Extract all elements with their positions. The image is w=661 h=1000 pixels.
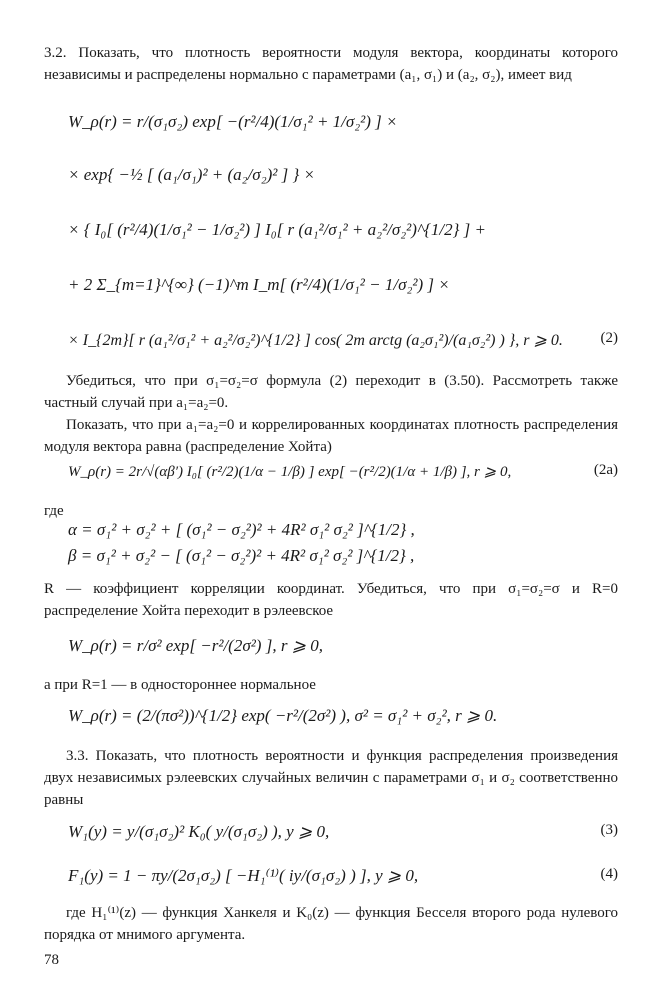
product-density-formula: W₁(y) = y/(σ₁σ₂)² K₀( y/(σ₁σ₂) ), y ⩾ 0, <box>68 822 330 841</box>
alpha-definition: α = σ₁² + σ₂² + [ (σ₁² − σ₂²)² + 4R² σ₁² σ₂² ]^{1/2} , <box>68 520 415 539</box>
where-label: где <box>44 503 64 519</box>
check-text: Убедиться, что при σ₁=σ₂=σ формула (2) переходит в (3.50). Рассмотреть также частный случай при a₁=a₂=0. <box>44 373 618 411</box>
formula-2-line-3: × { I₀[ (r²/4)(1/σ₁² − 1/σ₂²) ] I₀[ r (a₁²/σ₁² + a₂²/σ₂²)^{1/2} ] + <box>68 220 487 239</box>
rayleigh-formula: W_ρ(r) = r/σ² exp[ −r²/(2σ²) ], r ⩾ 0, <box>68 636 323 655</box>
half-normal-formula: W_ρ(r) = (2/(πσ²))^{1/2} exp( −r²/(2σ²) ), σ² = σ₁² + σ₂², r ⩾ 0. <box>68 706 498 725</box>
r1-text: а при R=1 — в одностороннее нормальное <box>44 677 316 693</box>
correlation-text: R — коэффициент корреляции координат. Убедиться, что при σ₁=σ₂=σ и R=0 распределение Хойта переходит в рэлеевское <box>44 581 618 619</box>
page-number: 78 <box>44 952 59 968</box>
formula-number-2: (2) <box>600 330 618 346</box>
formula-number-4: (4) <box>600 866 618 882</box>
hoyt-intro-text: Показать, что при a₁=a₂=0 и коррелированных координатах плотность распределения модуля вектора равна (распределение Хойта) <box>44 417 618 455</box>
problem-3-2-intro: 3.2. Показать, что плотность вероятности модуля вектора, координаты которого независимы и распределены нормально с параметрами (a₁, σ₁) и (a₂, σ₂), имеет вид <box>44 45 618 83</box>
product-cdf-formula: F₁(y) = 1 − πy/(2σ₁σ₂) [ −H₁⁽¹⁾( iy/(σ₁σ₂) ) ], y ⩾ 0, <box>68 866 419 885</box>
problem-3-3-intro: 3.3. Показать, что плотность вероятности и функция распределения произведения двух независимых рэлеевских случайных величин с параметрами σ₁ и σ₂ соответственно равны <box>44 748 618 808</box>
formula-2-line-5: × I_{2m}[ r (a₁²/σ₁² + a₂²/σ₂²)^{1/2} ] cos( 2m arctg (a₂σ₁²)/(a₁σ₂²) ) }, r ⩾ 0. <box>68 332 563 349</box>
formula-number-3: (3) <box>600 822 618 838</box>
formula-2-line-2: × exp{ −½ [ (a₁/σ₁)² + (a₂/σ₂)² ] } × <box>68 165 315 184</box>
formula-2-line-1: W_ρ(r) = r/(σ₁σ₂) exp[ −(r²/4)(1/σ₁² + 1/σ₂²) ] × <box>68 112 398 131</box>
beta-definition: β = σ₁² + σ₂² − [ (σ₁² − σ₂²)² + 4R² σ₁² σ₂² ]^{1/2} , <box>68 546 415 565</box>
formula-2-line-4: + 2 Σ_{m=1}^{∞} (−1)^m I_m[ (r²/4)(1/σ₁² − 1/σ₂²) ] × <box>68 275 450 294</box>
footer-definitions: где H₁⁽¹⁾(z) — функция Ханкеля и K₀(z) — функция Бесселя второго рода нулевого порядка от мнимого аргумента. <box>44 905 618 943</box>
hoyt-formula: W_ρ(r) = 2r/√(αβ′) I₀[ (r²/2)(1/α − 1/β) ] exp[ −(r²/2)(1/α + 1/β) ], r ⩾ 0, <box>68 464 512 480</box>
formula-number-2a: (2a) <box>593 462 618 478</box>
